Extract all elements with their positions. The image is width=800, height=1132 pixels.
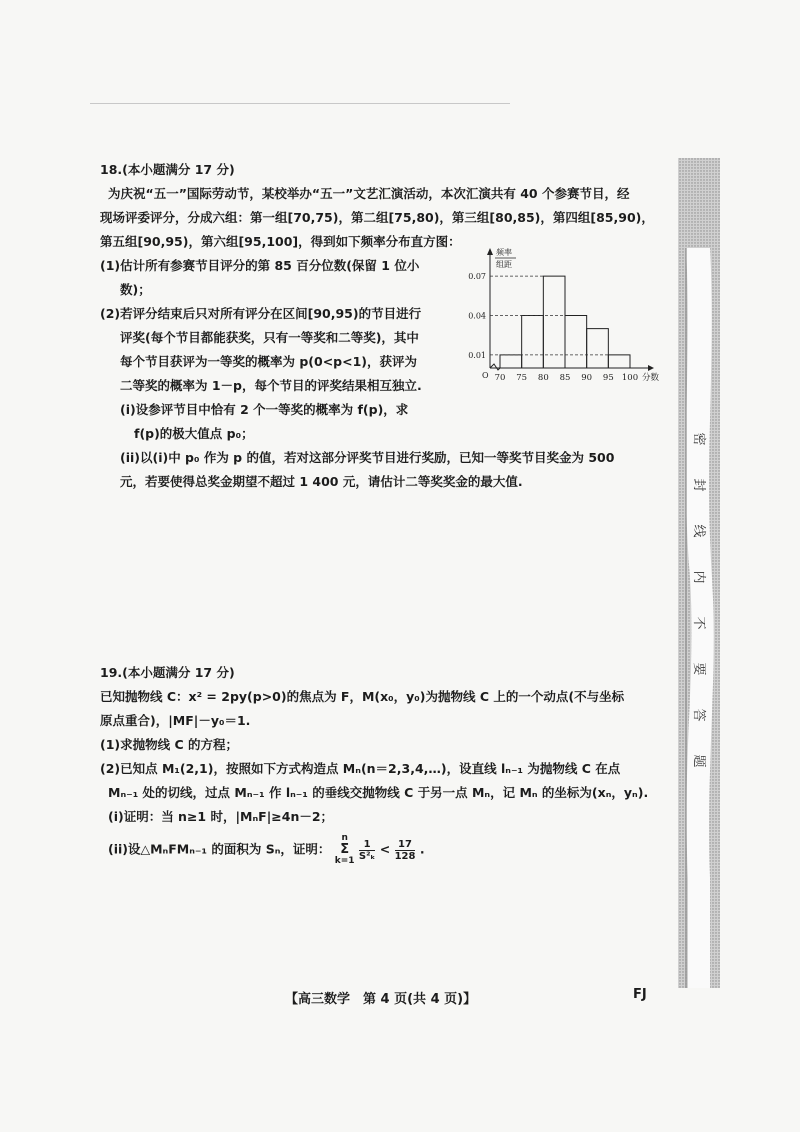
fraction-1-denominator: S²ₖ <box>358 850 376 862</box>
x-tick-label: 75 <box>516 373 528 383</box>
sum-upper: n <box>341 833 348 843</box>
q19-title: 19.(本小题满分 17 分) <box>100 665 235 680</box>
x-axis-label: 分数 <box>642 373 660 383</box>
q18-part2-line-3: 每个节目获评为一等奖的概率为 p(0<p<1)，获评为 <box>120 354 418 369</box>
fraction-1-numerator: 1 <box>359 839 375 851</box>
binding-strip <box>676 158 722 988</box>
histogram-bar <box>522 316 544 369</box>
q18-part2-i-line-1: (i)设参评节目中恰有 2 个一等奖的概率为 f(p)，求 <box>120 402 409 417</box>
fraction-2-denominator: 128 <box>394 850 416 862</box>
q18-intro-line-1: 为庆祝“五一”国际劳动节，某校举办“五一”文艺汇演活动，本次汇演共有 40 个参赛节目，经 <box>108 186 630 201</box>
q18-title: 18.(本小题满分 17 分) <box>100 162 235 177</box>
q18-part2-ii-line-1: (ii)以(i)中 p₀ 作为 p 的值，若对这部分评奖节目进行奖励，已知一等奖节目奖金为 500 <box>120 450 615 465</box>
fraction-2-numerator: 17 <box>395 839 416 851</box>
q18-part1-line-1: (1)估计所有参赛节目评分的第 85 百分位数(保留 1 位小 <box>100 258 420 273</box>
frequency-histogram <box>455 243 670 393</box>
paper-code: FJ <box>633 987 647 1002</box>
sum-sigma: Σ <box>340 842 350 857</box>
histogram-bar <box>608 355 630 368</box>
binding-char: 要 <box>691 662 706 676</box>
y-axis-arrow <box>487 248 493 255</box>
binding-char: 不 <box>691 616 706 630</box>
y-axis-label-top: 频率 <box>496 248 512 257</box>
y-tick-label: 0.04 <box>468 311 486 321</box>
x-tick-label: 80 <box>537 373 549 383</box>
binding-char: 密 <box>691 432 706 446</box>
y-axis-label-bottom: 组距 <box>496 260 512 269</box>
histogram-bar <box>587 329 609 368</box>
q19-intro-line-2: 原点重合)，|MF|－y₀＝1. <box>100 713 251 728</box>
page-footer: 【高三数学 第 4 页(共 4 页)】 <box>285 992 477 1007</box>
y-tick-label: 0.01 <box>468 350 486 360</box>
q19-part2-line-2: Mₙ₋₁ 处的切线，过点 Mₙ₋₁ 作 lₙ₋₁ 的垂线交抛物线 C 于另一点 Mₙ，记 Mₙ 的坐标为(xₙ，yₙ). <box>108 785 649 800</box>
axis-break <box>490 364 500 370</box>
x-tick-label: 70 <box>494 373 506 383</box>
x-tick-label: 85 <box>559 373 571 383</box>
q18-intro-line-3: 第五组[90,95)，第六组[95,100]，得到如下频率分布直方图： <box>100 234 461 249</box>
q19-part2-ii-text: (ii)设△MₙFMₙ₋₁ 的面积为 Sₙ，证明： <box>108 841 331 857</box>
histogram-bar <box>543 276 565 368</box>
q18-part2-line-1: (2)若评分结束后只对所有评分在区间[90,95)的节目进行 <box>100 306 422 321</box>
binding-char: 封 <box>691 478 706 492</box>
sum-symbol <box>335 833 355 867</box>
fraction-17-128 <box>395 839 416 862</box>
x-tick-label: 90 <box>581 373 593 383</box>
binding-char: 内 <box>691 570 706 584</box>
q19-part1: (1)求抛物线 C 的方程； <box>100 737 239 752</box>
x-axis-arrow <box>648 365 654 371</box>
period: . <box>419 841 425 857</box>
top-scan-line <box>90 103 510 104</box>
origin-label: O <box>482 371 489 380</box>
q18-part2-i-line-2: f(p)的极大值点 p₀； <box>134 426 254 441</box>
binding-char: 题 <box>691 754 706 768</box>
binding-char: 答 <box>691 708 706 722</box>
binding-char: 线 <box>691 524 706 538</box>
histogram-bar <box>565 316 587 369</box>
q19-intro-line-1: 已知抛物线 C：x² = 2py(p>0)的焦点为 F，M(x₀，y₀)为抛物线 C 上的一个动点(不与坐标 <box>100 689 625 704</box>
q18-part1-line-2: 数)； <box>120 282 151 297</box>
less-than-sign: < <box>379 841 391 857</box>
q18-part2-ii-line-2: 元，若要使得总奖金期望不超过 1 400 元，请估计二等奖奖金的最大值. <box>120 474 523 489</box>
sum-lower: k=1 <box>334 856 355 866</box>
y-tick-label: 0.07 <box>468 272 486 282</box>
histogram-bar <box>500 355 522 368</box>
q18-part2-line-2: 评奖(每个节目都能获奖，只有一等奖和二等奖)，其中 <box>120 330 419 345</box>
q19-part2-line-1: (2)已知点 M₁(2,1)，按照如下方式构造点 Mₙ(n＝2,3,4,…)，设直线 lₙ₋₁ 为抛物线 C 在点 <box>100 761 621 776</box>
x-tick-label: 95 <box>602 373 614 383</box>
q18-part2-line-4: 二等奖的概率为 1－p，每个节目的评奖结果相互独立. <box>120 378 422 393</box>
q19-part2-i: (i)证明：当 n≥1 时，|MₙF|≥4n－2； <box>108 809 334 824</box>
question-19 <box>100 661 670 867</box>
fraction-one-over-s <box>359 839 375 862</box>
x-tick-label: 100 <box>621 373 639 383</box>
q18-intro-line-2: 现场评委评分，分成六组：第一组[70,75)，第二组[75,80)，第三组[80,85)，第四组[85,90)， <box>100 210 654 225</box>
q19-part2-ii <box>100 833 670 867</box>
